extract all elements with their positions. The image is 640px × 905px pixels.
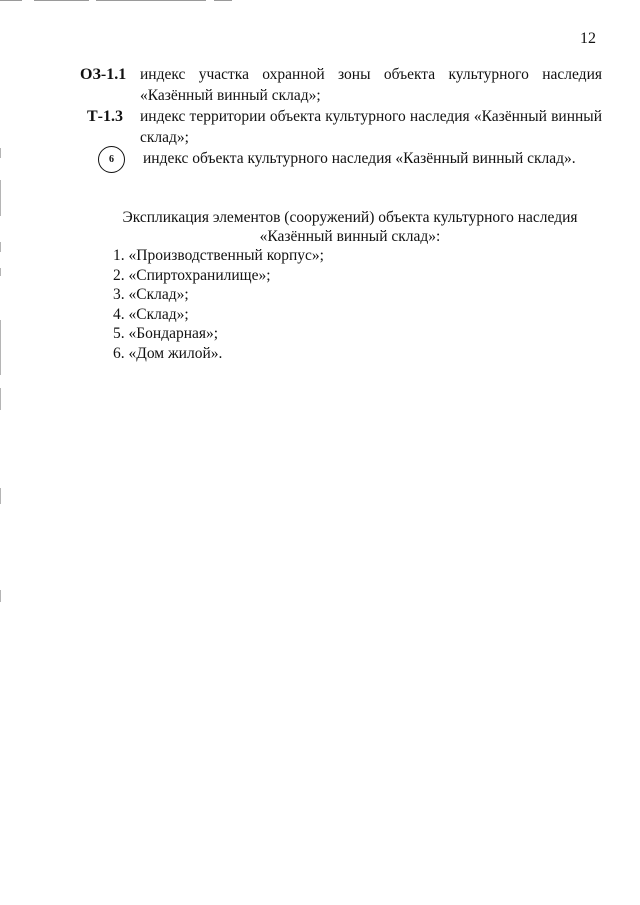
scan-edge-left xyxy=(0,320,1,375)
scan-edge-left xyxy=(0,268,1,276)
explication-list xyxy=(113,246,324,363)
explication-title: «Казённый винный склад»: xyxy=(259,228,441,245)
legend-description: индекс территории объекта культурного наследия «Казённый винный склад»; xyxy=(140,108,602,146)
explication-title: Экспликация элементов (сооружений) объекта культурного наследия xyxy=(122,209,578,226)
legend-description: индекс участка охранной зоны объекта культурного наследия «Казённый винный склад»; xyxy=(140,66,602,104)
list-item: 5. «Бондарная»; xyxy=(113,325,219,342)
page-number: 12 xyxy=(580,30,596,47)
scan-edge-left xyxy=(0,180,1,216)
scan-edge-top xyxy=(96,0,206,1)
scan-edge-top xyxy=(34,0,89,1)
legend-description: индекс объекта культурного наследия «Казённый винный склад». xyxy=(143,150,576,167)
scan-edge-top xyxy=(214,0,232,1)
list-item: 1. «Производственный корпус»; xyxy=(113,247,324,264)
scan-edge-left xyxy=(0,242,1,252)
scan-edge-left xyxy=(0,488,1,504)
scan-edge-top xyxy=(0,0,22,1)
list-item: 3. «Склад»; xyxy=(113,286,189,303)
scan-edge-left xyxy=(0,388,1,410)
list-item: 4. «Склад»; xyxy=(113,305,189,323)
scan-edge-left xyxy=(0,590,1,602)
circle-marker-icon: 6 xyxy=(98,146,125,173)
scan-edge-left xyxy=(0,148,1,158)
list-item: 6. «Дом жилой». xyxy=(113,344,223,362)
legend-key: ОЗ-1.1 xyxy=(80,66,127,83)
list-item: 2. «Спиртохранилище»; xyxy=(113,266,271,284)
legend-key: Т-1.3 xyxy=(87,108,123,125)
